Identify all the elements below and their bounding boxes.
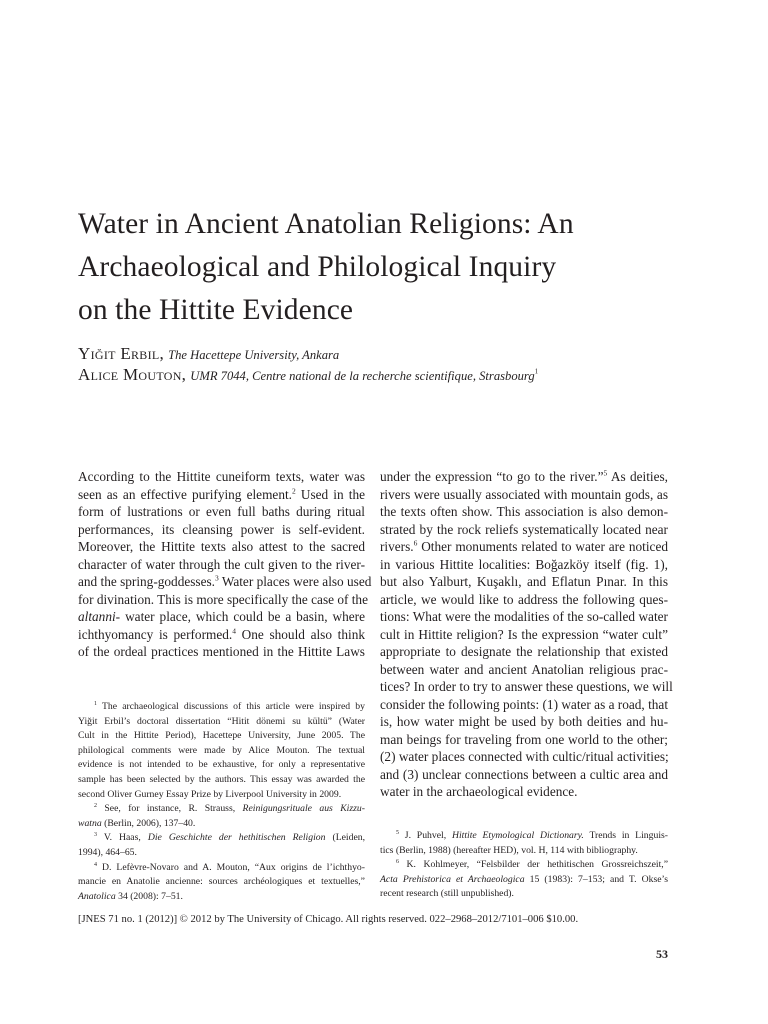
- text-line: water in the archaeological evidence.: [380, 784, 578, 799]
- footnote-marker: 1: [534, 367, 539, 376]
- footnote-line: mancie en Anatolie ancienne: sources archéologiques et textuelles,”: [78, 876, 365, 888]
- text-line: between water and ancient Anatolian religious prac-: [380, 661, 668, 677]
- footnote-line: second Oliver Gurney Essay Prize by Liverpool University in 2009.: [78, 788, 342, 800]
- text-line: cult in Hittite religion? Is the expression “water cult”: [380, 626, 668, 642]
- footnote-5: $^5$ J. Puhvel, Hittite Etymological Dictionary. Trends in Linguis-: [396, 829, 669, 841]
- article-title: [78, 203, 718, 332]
- text-line: in various Hittite localities: Boğazköy itself (fig. 1),: [380, 556, 668, 572]
- footnote-marker[interactable]: 3: [215, 573, 219, 583]
- footnote-line: Acta Prehistorica et Archaeologica 15 (1983): 7–153; and T. Okse’s: [380, 873, 668, 885]
- footnotes-left: [78, 700, 365, 904]
- text-line: the texts often show. This association is also demon-: [380, 504, 668, 519]
- text-line: rivers were usually associated with mountain gods, as: [380, 486, 668, 502]
- text-line: (2) water places connected with cultic/ritual activities;: [380, 749, 669, 764]
- text-line: rivers.$^6$ Other monuments related to water are noticed: [380, 538, 668, 554]
- footnote-line: Yiğit Erbil’s doctoral dissertation “Hitit dönemi su kültü” (Water: [78, 715, 365, 727]
- footnote-line: Cult in the Hittite Period), Hacettepe University, June 2005. The: [78, 730, 365, 742]
- footnote-line: sample has been selected by the authors. This essay was awarded the: [78, 773, 365, 785]
- author-entry: [78, 365, 718, 386]
- footnote-marker[interactable]: 4: [232, 626, 236, 636]
- footnote-6: $^6$ K. Kohlmeyer, “Felsbilder der hethitischen Grossreichszeit,”: [396, 858, 668, 871]
- text-line: character of water through the cult given to the river-: [78, 556, 365, 572]
- copyright-footer: [JNES 71 no. 1 (2012)] © 2012 by The University of Chicago. All rights reserved. 022–2968–2012/7101–006 $10.00.: [78, 914, 579, 925]
- text-line: for divination. This is more specifically the case of the: [78, 591, 368, 607]
- title-line: Archaeological and Philological Inquiry: [78, 251, 557, 283]
- footnote-line: 1994), 464–65.: [78, 846, 137, 858]
- footnote-marker[interactable]: 5: [603, 468, 608, 478]
- footnote-1: $^1$ The archaeological discussions of this article were inspired by: [94, 700, 365, 712]
- body-column-left: [78, 468, 372, 661]
- footnote-line: recent research (still unpublished).: [380, 888, 514, 900]
- author-affiliation: The Hacettepe University, Ankara: [168, 348, 340, 362]
- author-list: [78, 344, 718, 386]
- author-entry: [78, 344, 718, 365]
- text-line: but also Yalburt, Kuşaklı, and Eflatun Pınar. In this: [380, 574, 668, 589]
- text-line: form of lustrations or even full baths during ritual: [78, 504, 365, 519]
- italic-term: altanni-: [78, 609, 121, 624]
- text-line: is, how water might be used by both deities and hu-: [380, 714, 668, 729]
- author-affiliation: UMR 7044, Centre national de la recherche scientifique, Strasbourg: [190, 369, 535, 383]
- text-line: and (3) unclear connections between a cultic area and: [380, 766, 668, 782]
- footnote-4: $^4$ D. Lefèvre-Novaro and A. Mouton, “Aux origins de l’ichthyo-: [94, 861, 365, 873]
- body-column-right: [380, 468, 673, 801]
- author-name: Alice Mouton,: [78, 365, 187, 384]
- page-number: 53: [656, 947, 668, 961]
- footnote-3: $^3$ V. Haas, Die Geschichte der hethitischen Religion (Leiden,: [94, 832, 366, 844]
- footnote-marker[interactable]: 2: [292, 486, 296, 496]
- text-line: consider the following points: (1) water as a road, that: [380, 696, 669, 712]
- text-line: under the expression “to go to the river.”$^5$ As deities,: [380, 468, 668, 484]
- title-line: Water in Ancient Anatolian Religions: An: [78, 208, 574, 240]
- text-line: tices? In order to try to answer these questions, we will: [380, 679, 673, 694]
- footnote-marker[interactable]: 6: [413, 538, 418, 548]
- footnote-line: evidence is not intended to be exhaustive, for only a representative: [78, 759, 365, 771]
- text-line: performances, its cleansing power is self-evident.: [78, 521, 365, 537]
- footnote-line: tics (Berlin, 1988) (hereafter HED), vol. H, 114 with bibliography.: [380, 844, 638, 856]
- footnote-line: Anatolica 34 (2008): 7–51.: [78, 890, 183, 902]
- title-line: on the Hittite Evidence: [78, 294, 354, 326]
- footnote-2: $^2$ See, for instance, R. Strauss, Reinigungsrituale aus Kizzu-: [94, 802, 365, 815]
- text-line: According to the Hittite cuneiform texts, water was: [78, 469, 365, 484]
- text-line: seen as an effective purifying element.$^2$ Used in the: [78, 486, 366, 502]
- text-line: strated by the rock reliefs systematically located near: [380, 521, 668, 537]
- text-line: tions: What were the modalities of the so-called water: [380, 609, 668, 624]
- text-line: altanni- water place, which could be a basin, where: [78, 609, 365, 624]
- text-line: Moreover, the Hittite texts also attest to the sacred: [78, 539, 365, 554]
- author-name: Yiğit Erbil,: [78, 344, 165, 363]
- text-line: of the ordeal practices mentioned in the Hittite Laws: [78, 644, 365, 659]
- footnote-line: philological comments were made by Alice Mouton. The textual: [78, 744, 365, 756]
- footnote-line: watna (Berlin, 2006), 137–40.: [78, 817, 196, 829]
- text-line: article, we would like to address the following ques-: [380, 591, 668, 607]
- footnotes-right: [380, 829, 668, 902]
- text-line: and the spring-goddesses.$^3$ Water places were also used: [78, 573, 372, 589]
- text-line: man beings for traveling from one world to the other;: [380, 731, 668, 747]
- text-line: appropriate to designate the relationship that existed: [380, 644, 668, 659]
- text-line: ichthyomancy is performed.$^4$ One should also think: [78, 626, 366, 642]
